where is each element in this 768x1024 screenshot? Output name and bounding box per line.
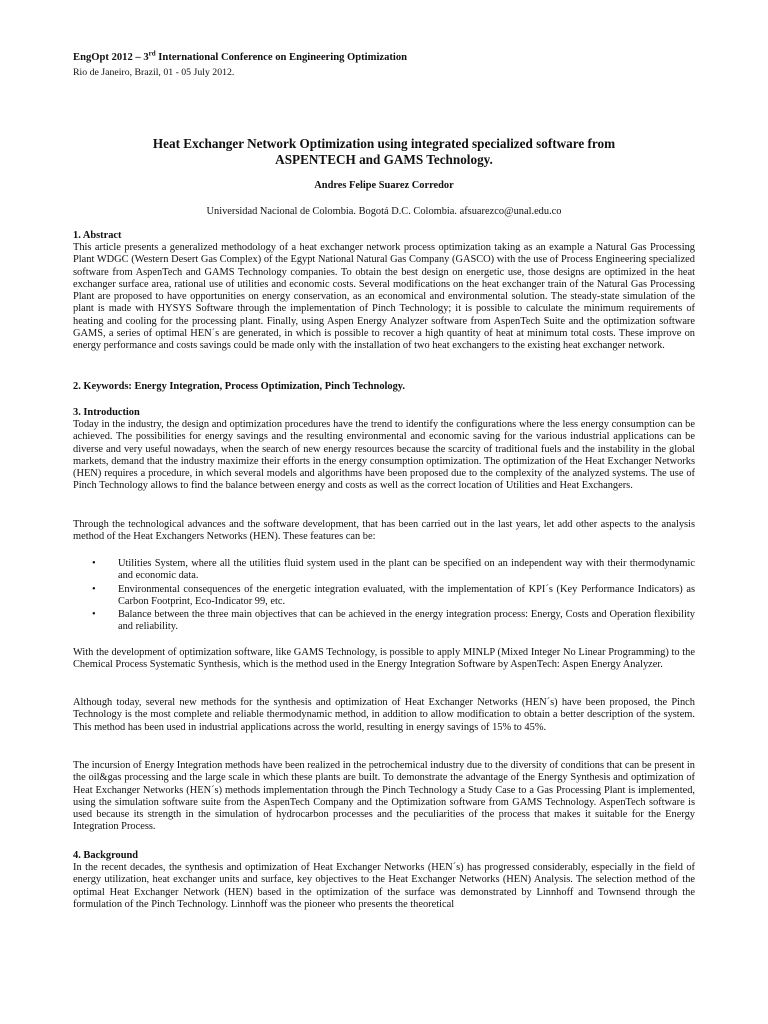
- introduction-paragraph-3: With the development of optimization software, like GAMS Technology, is possible to apply MINLP (Mixed Integer No Linear Programming) to the Chemical Process Systematic Synthesis, which is the method used in the Energy Integration Software by AspenTech: Aspen Energy Analyzer.: [73, 647, 695, 671]
- author-affiliation: Universidad Nacional de Colombia. Bogotá D.C. Colombia. afsuarezco@unal.edu.co: [206, 206, 562, 217]
- conference-title: EngOpt 2012 – 3rd International Conference on Engineering Optimization: [73, 49, 408, 63]
- paper-title: Heat Exchanger Network Optimization using integrated specialized software from ASPENTECH and GAMS Technology.: [152, 136, 616, 167]
- bullet-icon: •: [92, 609, 96, 621]
- introduction-paragraph-1: Today in the industry, the design and optimization procedures have the trend to identify the configurations where the less energy consumption can be achieved. The possibilities for energy savings and the resulting environmental and economic saving for the various industrial applications can be diverse and very useful nowadays, when the search of new energy resources because the scarcity of traditional fuels and the instability in the global markets, demand that the industry maximize their efforts in the energy consumption optimization. The optimization of the Heat Exchanger Networks (HEN) requires a procedure, in which several models and algorithms have been proposed due to the complexity of the analyzed systems. The use of Pinch Technology allows to find the balance between energy and costs as well as the correct location of Utilities and Heat Exchangers.: [73, 419, 695, 492]
- abstract-heading: 1. Abstract: [73, 230, 122, 241]
- keywords-line: 2. Keywords: Energy Integration, Process Optimization, Pinch Technology.: [73, 381, 406, 392]
- bullet-icon: •: [92, 558, 96, 569]
- author-name: Andres Felipe Suarez Corredor: [314, 180, 454, 191]
- introduction-paragraph-2: Through the technological advances and the software development, that has been carried out in the last years, let add other aspects to the analysis method of the Heat Exchangers Networks (HEN). These features can be:: [73, 519, 695, 543]
- conference-location: Rio de Janeiro, Brazil, 01 - 05 July 2012.: [73, 67, 235, 78]
- introduction-paragraph-5: The incursion of Energy Integration methods have been realized in the petrochemical industry due to the diversity of conditions that can be present in the oil&gas processing and the large scale in which these plants are built. To demonstrate the advantage of the Energy Synthesis and optimization of Heat Exchanger Networks (HEN´s) methods implementation through the Pinch Technology a Study Case to a Gas Processing Plant is implemented, using the simulation software suite from the AspenTech Company and the Optimization software from GAMS Technology. AspenTech software is used because its strength in the simulation of hydrocarbon processes and the peculiarities of the process that makes it suitable for the Energy Integration Process.: [73, 760, 695, 833]
- list-item: • Environmental consequences of the energetic integration evaluated, with the implementation of KPI´s (Key Performance Indicators) as Carbon Footprint, Eco-Indicator 99, etc.: [92, 583, 695, 607]
- background-heading: 4. Background: [73, 850, 139, 861]
- introduction-heading: 3. Introduction: [73, 407, 140, 418]
- background-paragraph-1: In the recent decades, the synthesis and optimization of Heat Exchanger Networks (HEN´s) has progressed considerably, especially in the field of energy utilization, heat exchanger units and surface, key objectives to the Heat Exchanger Networks (HEN) Analysis. The selection method of the optimal Heat Exchanger Network (HEN) based in the optimization of the surface was demonstrated by Linnhoff and Townsend through the formulation of the Pinch Technology. Linnhoff was the pioneer who presents the theoretical: [73, 862, 695, 910]
- list-item: • Utilities System, where all the utilities fluid system used in the plant can be specified on an independent way with their thermodynamic and economic data.: [92, 558, 695, 582]
- list-item: • Balance between the three main objectives that can be achieved in the energy integration process: Energy, Costs and Operation flexibility and reliability.: [92, 609, 695, 633]
- bullet-icon: •: [92, 583, 96, 595]
- introduction-paragraph-4: Although today, several new methods for the synthesis and optimization of Heat Exchanger Networks (HEN´s) have been proposed, the Pinch Technology is the most complete and reliable thermodynamic method, in addition to allow modification to obtain a better description of the system. This method has been used in industrial applications across the world, resulting in energy savings of 15% to 45%.: [73, 697, 695, 733]
- features-list: [73, 558, 695, 635]
- abstract-text: This article presents a generalized methodology of a heat exchanger network process optimization taking as an example a Natural Gas Processing Plant WDGC (Western Desert Gas Complex) of the Egypt National Natural Gas Company (GASCO) with the use of Process Engineering specialized software from AspenTech and GAMS Technology companies. To obtain the best design on energetic use, those designs are optimized in the heat exchanger surface area, rational use of utilities and economic costs. Several modifications on the heat exchanger train of the Natural Gas Processing Plant are proposed to have opportunities on energy conservation, as an economical and environmental solution. The steady-state simulation of the plant is made with HYSYS Software through the implementation of Pinch Technology; it is possible to calculate the minimum requirements of heating and cooling for the processing plant. Finally, using Aspen Energy Analyzer software from AspenTech Suite and the optimization software GAMS, a series of optimal HEN´s are generated, in which is possible to recover a high quantity of heat at minimum total costs. These improve on energy performance and costs savings could be made only with the installation of two heat exchangers to the existing heat exchanger network.: [73, 242, 695, 352]
